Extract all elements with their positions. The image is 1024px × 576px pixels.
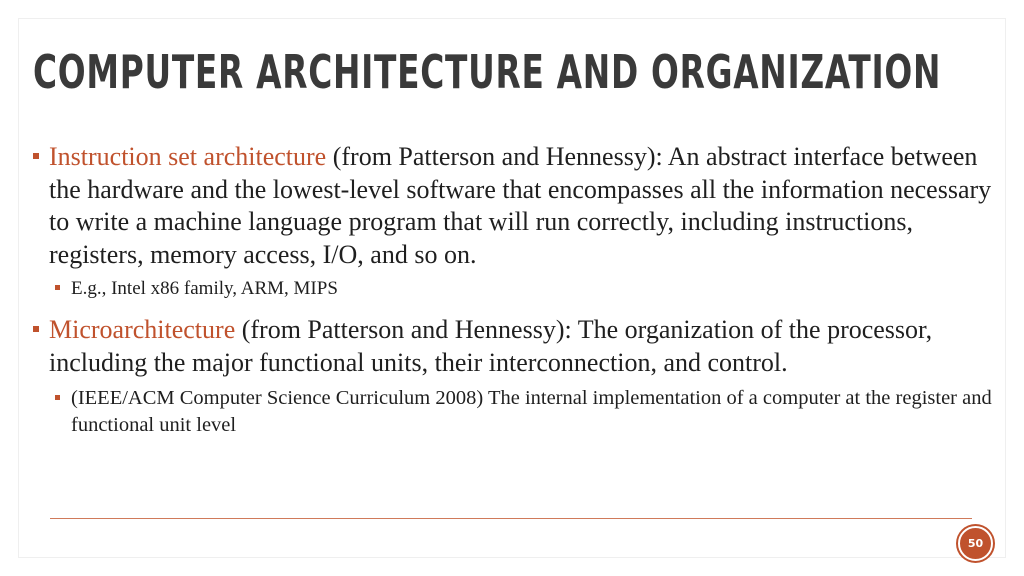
sub-bullet-text: E.g., Intel x86 family, ARM, MIPS xyxy=(71,278,338,299)
bullet-microarchitecture xyxy=(33,314,993,379)
bullet-instruction-set-architecture xyxy=(33,141,993,271)
page-number-badge: 50 xyxy=(958,526,993,561)
sub-bullet-ieee-definition xyxy=(55,385,993,439)
bullet-term: Instruction set architecture xyxy=(49,142,327,171)
sub-bullet-text: (IEEE/ACM Computer Science Curriculum 2008) The internal implementation of a computer at the register and functional unit level xyxy=(71,387,992,436)
sub-bullet-examples xyxy=(55,275,993,302)
footer-divider xyxy=(50,518,972,519)
square-bullet-icon xyxy=(55,395,60,400)
slide-title: COMPUTER ARCHITECTURE AND ORGANIZATION xyxy=(33,45,942,99)
bullet-text: (from Patterson and Hennessy): An abstract interface between the hardware and the lowest-level software that encompasses all the information necessary to write a machine language program that will run correctly, including instructions, registers, memory access, I/O, and so on. xyxy=(49,142,992,269)
bullet-text: (from Patterson and Hennessy): The organization of the processor, including the major functional units, their interconnection, and control. xyxy=(49,315,933,377)
square-bullet-icon xyxy=(33,153,39,159)
square-bullet-icon xyxy=(55,285,60,290)
square-bullet-icon xyxy=(33,326,39,332)
bullet-term: Microarchitecture xyxy=(49,315,236,344)
slide-content xyxy=(33,141,993,439)
